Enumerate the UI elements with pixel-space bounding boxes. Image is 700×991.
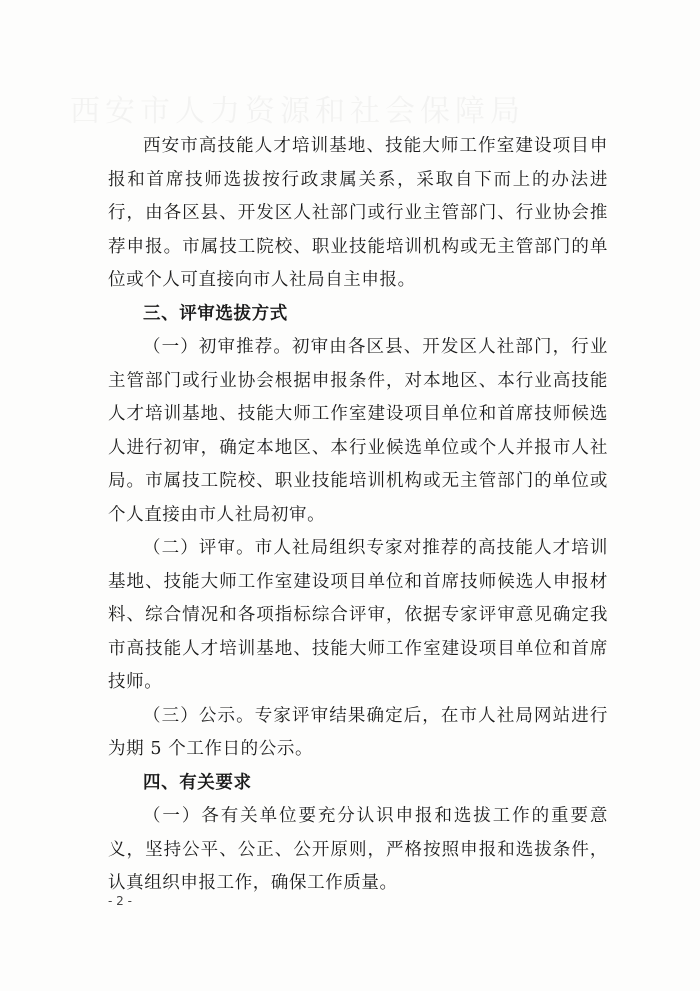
document-body — [108, 130, 608, 901]
paragraph-review: （二）评审。市人社局组织专家对推荐的高技能人才培训基地、技能大师工作室建设项目单位和首席技师候选人申报材料、综合情况和各项指标综合评审，依据专家评审意见确定我市高技能人才培训基地、技能大师工作室建设项目单位和首席技师。 — [108, 538, 608, 692]
faded-header-watermark — [70, 92, 670, 132]
paragraph-application-procedure: 西安市高技能人才培训基地、技能大师工作室建设项目申报和首席技师选拔按行政隶属关系，采取自下而上的办法进行，由各区县、开发区人社部门或行业主管部门、行业协会推荐申报。市属技工院校、职业技能培训机构或无主管部门的单位或个人可直接向市人社局自主申报。 — [108, 136, 608, 290]
paragraph-preliminary-review: （一）初审推荐。初审由各区县、开发区人社部门，行业主管部门或行业协会根据申报条件，对本地区、本行业高技能人才培训基地、技能大师工作室建设项目单位和首席技师候选人进行初审，确定本地区、本行业候选单位或个人并报市人社局。市属技工院校、职业技能培训机构或无主管部门的单位或个人直接由市人社局初审。 — [108, 337, 608, 525]
paragraph-requirement-one: （一）各有关单位要充分认识申报和选拔工作的重要意义，坚持公平、公正、公开原则，严格按照申报和选拔条件，认真组织申报工作，确保工作质量。 — [108, 806, 608, 893]
page-number: - 2 - — [108, 894, 132, 908]
section-heading-review-method: 三、评审选拔方式 — [143, 303, 288, 324]
paragraph-public-notice: （三）公示。专家评审结果确定后，在市人社局网站进行为期 5 个工作日的公示。 — [108, 705, 608, 759]
section-heading-requirements: 四、有关要求 — [143, 772, 252, 793]
